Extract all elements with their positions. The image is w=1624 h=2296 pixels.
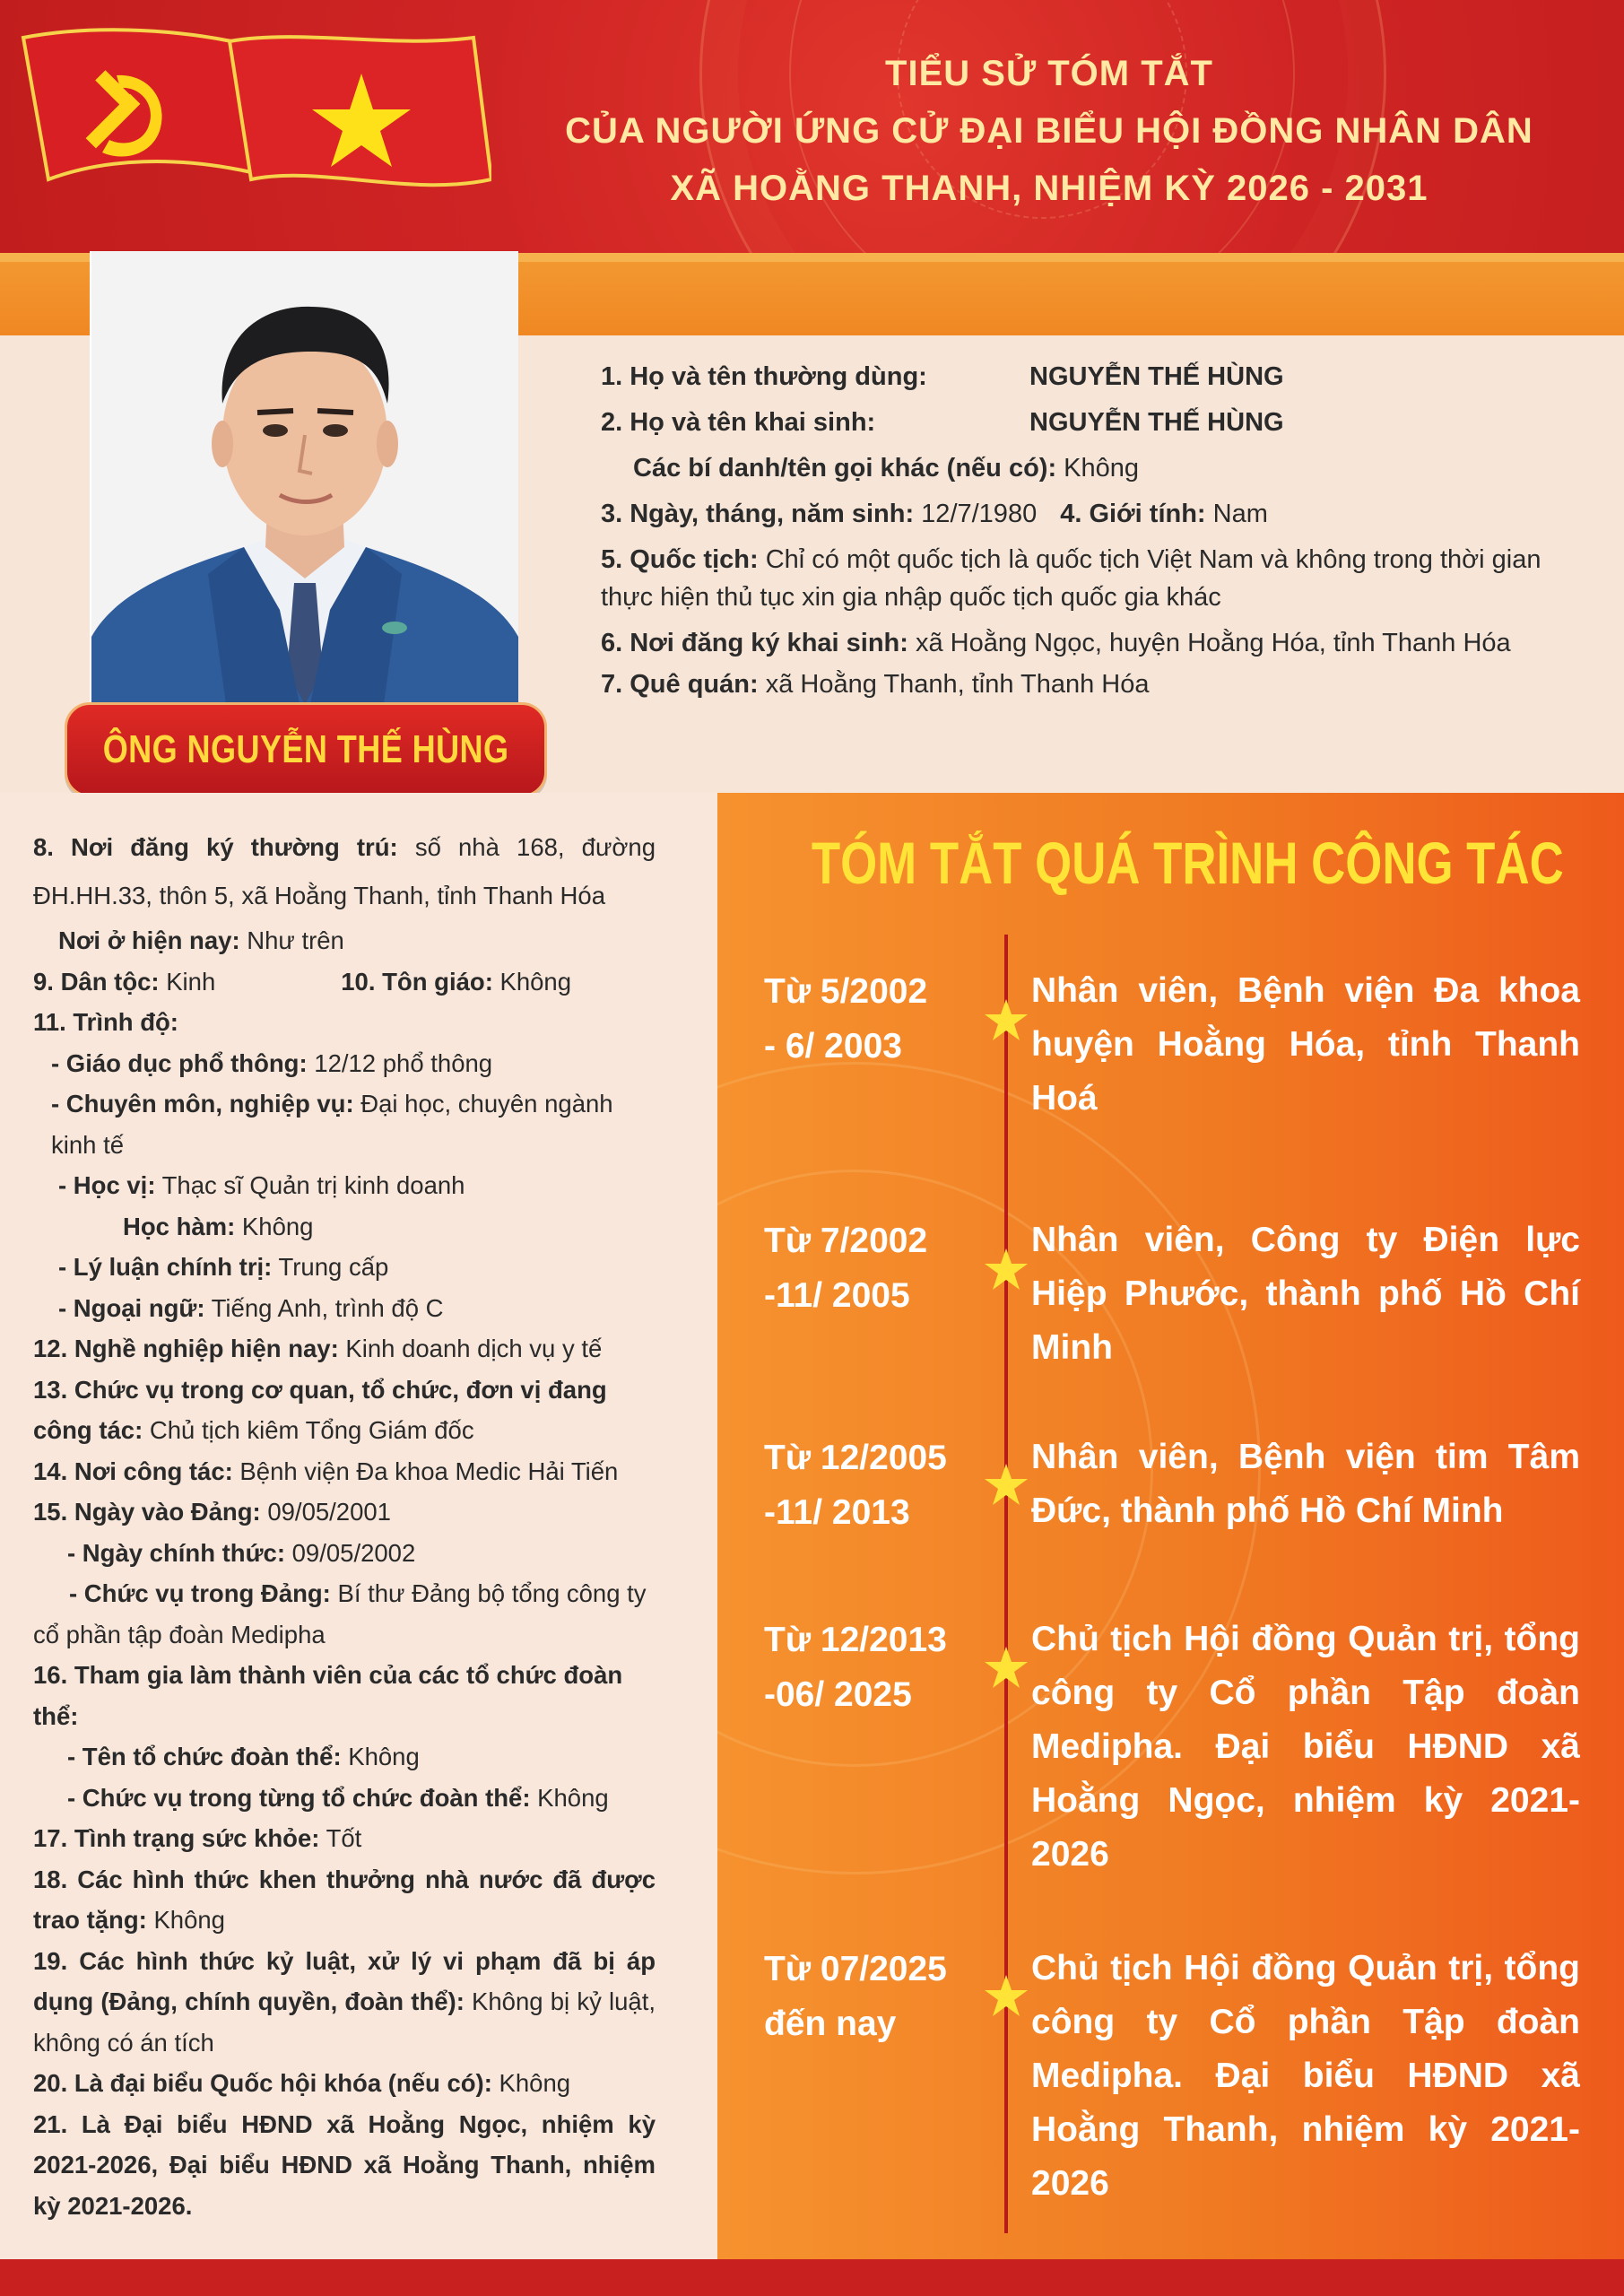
timeline-description: Nhân viên, Bệnh viện Đa khoa huyện Hoằng Hóa, tỉnh Thanh Hoá bbox=[1031, 971, 1580, 1118]
title-line-2: CỦA NGƯỜI ỨNG CỬ ĐẠI BIỂU HỘI ĐỒNG NHÂN DÂN bbox=[565, 111, 1533, 151]
label-organization-position: - Chức vụ trong từng tổ chức đoàn thể: bbox=[67, 1783, 531, 1812]
value-religion: Không bbox=[492, 967, 572, 996]
council-delegate-row bbox=[33, 2104, 656, 2227]
value-birth-registration: xã Hoằng Ngọc, huyện Hoằng Hóa, tỉnh Thanh Hóa bbox=[908, 629, 1511, 657]
timeline-date-end: -06/ 2025 bbox=[764, 1675, 912, 1714]
timeline-description: Chủ tịch Hội đồng Quản trị, tổng công ty Cổ phần Tập đoàn Medipha. Đại biểu HĐND xã Hoằng Ngọc, nhiệm kỳ 2021-2026 bbox=[1031, 1620, 1580, 1874]
organization-position-row bbox=[33, 1778, 656, 1819]
value-current-address: Như trên bbox=[239, 926, 344, 954]
info-row-hometown bbox=[601, 666, 1587, 702]
label-ethnicity: 9. Dân tộc: bbox=[33, 967, 160, 996]
label-occupation: 12. Nghề nghiệp hiện nay: bbox=[33, 1335, 339, 1362]
header bbox=[0, 0, 1624, 253]
info-row-nationality bbox=[601, 541, 1587, 616]
label-council-delegate: 21. Là Đại biểu HĐND xã Hoằng Ngọc, nhiệm kỳ 2021-2026, Đại biểu HĐND xã Hoằng Thanh, nhiệm kỳ 2021-2026. bbox=[33, 2109, 656, 2220]
timeline-line bbox=[1004, 935, 1008, 2233]
flags-icon bbox=[16, 22, 491, 210]
timeline-date-start: Từ 5/2002 bbox=[764, 972, 928, 1011]
timeline-date bbox=[764, 964, 988, 1074]
star-icon bbox=[983, 1462, 1029, 1509]
timeline-date bbox=[764, 1431, 988, 1540]
party-official-row bbox=[33, 1533, 656, 1574]
career-title bbox=[717, 827, 1624, 899]
label-degree: - Học vị: bbox=[58, 1171, 156, 1199]
timeline-description: Nhân viên, Bệnh viện tim Tâm Đức, thành phố Hồ Chí Minh bbox=[1031, 1438, 1580, 1530]
organizations-heading bbox=[33, 1655, 656, 1736]
timeline-description: Chủ tịch Hội đồng Quản trị, tổng công ty Cổ phần Tập đoàn Medipha. Đại biểu HĐND xã Hoằng Thanh, nhiệm kỳ 2021-2026 bbox=[1031, 1949, 1580, 2203]
label-religion: 10. Tôn giáo: bbox=[341, 967, 493, 996]
info-row-birth-registration bbox=[601, 621, 1587, 666]
label-professional: - Chuyên môn, nghiệp vụ: bbox=[51, 1090, 354, 1118]
value-party-join: 09/05/2001 bbox=[260, 1498, 391, 1526]
value-awards: Không bbox=[146, 1906, 225, 1934]
party-position-row bbox=[33, 1573, 656, 1655]
candidate-name: ÔNG NGUYỄN THẾ HÙNG bbox=[102, 727, 509, 771]
value-dob: 12/7/1980 bbox=[914, 500, 1038, 528]
timeline-date bbox=[764, 1942, 988, 2051]
value-party-position: Bí thư Đảng bộ tổng công ty cổ phần tập đoàn Medipha bbox=[33, 1579, 647, 1648]
bottom-strip bbox=[0, 2259, 1624, 2296]
value-alias: Không bbox=[1056, 454, 1140, 483]
title-line-1: TIỂU SỬ TÓM TẮT bbox=[885, 54, 1213, 93]
value-general-education: 12/12 phổ thông bbox=[307, 1048, 493, 1077]
current-address-row bbox=[33, 920, 656, 961]
label-common-name: 1. Họ và tên thường dùng: bbox=[601, 362, 927, 391]
awards-row bbox=[33, 1859, 656, 1941]
star-icon bbox=[983, 997, 1029, 1044]
candidate-photo bbox=[90, 251, 518, 704]
political-theory-row bbox=[33, 1247, 656, 1288]
value-residence: số nhà 168, đường ĐH.HH.33, thôn 5, xã Hoằng Thanh, tỉnh Thanh Hóa bbox=[33, 833, 656, 909]
poster-title bbox=[502, 45, 1596, 217]
timeline-date-end: -11/ 2005 bbox=[764, 1276, 910, 1315]
value-party-official: 09/05/2002 bbox=[284, 1538, 416, 1567]
professional-row bbox=[33, 1083, 656, 1165]
label-birth-registration: 6. Nơi đăng ký khai sinh: bbox=[601, 629, 908, 657]
label-birth-name: 2. Họ và tên khai sinh: bbox=[601, 408, 876, 437]
value-professional: Đại học, chuyên ngành kinh tế bbox=[51, 1090, 613, 1159]
label-residence: 8. Nơi đăng ký thường trú: bbox=[33, 833, 398, 861]
academic-title-row bbox=[33, 1206, 656, 1248]
national-assembly-row bbox=[33, 2063, 656, 2104]
label-general-education: - Giáo dục phổ thông: bbox=[51, 1048, 308, 1077]
info-row-dob-gender bbox=[601, 491, 1587, 537]
label-education: 11. Trình độ: bbox=[33, 1008, 178, 1036]
value-academic-title: Không bbox=[235, 1212, 314, 1240]
discipline-row bbox=[33, 1941, 656, 2064]
health-row bbox=[33, 1818, 656, 1859]
label-awards: 18. Các hình thức khen thưởng nhà nước đã được trao tặng: bbox=[33, 1865, 656, 1934]
personal-info bbox=[601, 354, 1587, 702]
value-ethnicity: Kinh bbox=[159, 967, 216, 996]
value-common-name: NGUYỄN THẾ HÙNG bbox=[1029, 362, 1284, 391]
label-health: 17. Tình trạng sức khỏe: bbox=[33, 1824, 320, 1852]
value-foreign-language: Tiếng Anh, trình độ C bbox=[204, 1293, 444, 1322]
value-organization-name: Không bbox=[341, 1743, 420, 1770]
timeline-date-end: - 6/ 2003 bbox=[764, 1027, 902, 1065]
degree-row bbox=[33, 1165, 656, 1206]
timeline-description: Nhân viên, Công ty Điện lực Hiệp Phước, thành phố Hồ Chí Minh bbox=[1031, 1221, 1580, 1367]
residence-row bbox=[33, 823, 656, 920]
detail-info bbox=[33, 823, 656, 2226]
education-heading bbox=[33, 1002, 656, 1043]
label-hometown: 7. Quê quán: bbox=[601, 670, 759, 699]
timeline-date-start: Từ 12/2005 bbox=[764, 1439, 947, 1477]
value-organization-position: Không bbox=[530, 1783, 609, 1812]
value-hometown: xã Hoằng Thanh, tỉnh Thanh Hóa bbox=[758, 670, 1150, 699]
label-workplace: 14. Nơi công tác: bbox=[33, 1457, 233, 1485]
label-dob: 3. Ngày, tháng, năm sinh: bbox=[601, 500, 915, 528]
timeline-date-start: Từ 7/2002 bbox=[764, 1222, 928, 1260]
candidate-name-badge bbox=[65, 702, 547, 797]
value-health: Tốt bbox=[319, 1824, 362, 1852]
label-academic-title: Học hàm: bbox=[123, 1212, 236, 1240]
value-birth-name: NGUYỄN THẾ HÙNG bbox=[1029, 408, 1284, 437]
label-party-position: - Chức vụ trong Đảng: bbox=[69, 1579, 331, 1607]
info-row-common-name bbox=[601, 354, 1587, 400]
timeline-date-start: Từ 12/2013 bbox=[764, 1621, 947, 1659]
info-row-alias bbox=[601, 446, 1587, 491]
timeline-date-end: đến nay bbox=[764, 2005, 897, 2043]
label-party-official: - Ngày chính thức: bbox=[67, 1538, 285, 1567]
star-icon bbox=[983, 1645, 1029, 1692]
value-occupation: Kinh doanh dịch vụ y tế bbox=[338, 1335, 603, 1362]
ethnicity-religion-row bbox=[33, 961, 656, 1003]
label-foreign-language: - Ngoại ngữ: bbox=[58, 1293, 205, 1322]
timeline-date-start: Từ 07/2025 bbox=[764, 1950, 947, 1988]
position-row bbox=[33, 1370, 656, 1451]
label-party-join: 15. Ngày vào Đảng: bbox=[33, 1498, 261, 1526]
general-education-row bbox=[33, 1043, 656, 1084]
label-political-theory: - Lý luận chính trị: bbox=[58, 1253, 273, 1281]
label-position: 13. Chức vụ trong cơ quan, tổ chức, đơn vị đang công tác: bbox=[33, 1375, 607, 1444]
timeline-date bbox=[764, 1613, 988, 1722]
star-icon bbox=[983, 1247, 1029, 1293]
label-organization-name: - Tên tổ chức đoàn thể: bbox=[67, 1743, 342, 1770]
value-degree: Thạc sĩ Quản trị kinh doanh bbox=[155, 1171, 465, 1199]
workplace-row bbox=[33, 1451, 656, 1492]
foreign-language-row bbox=[33, 1288, 656, 1329]
timeline-date bbox=[764, 1213, 988, 1323]
value-position: Chủ tịch kiêm Tổng Giám đốc bbox=[143, 1416, 474, 1444]
value-nationality: Chỉ có một quốc tịch là quốc tịch Việt Nam và không trong thời gian thực hiện thủ tục xin gia nhập quốc tịch quốc gia khác bbox=[601, 545, 1541, 612]
label-organizations: 16. Tham gia làm thành viên của các tổ chức đoàn thể: bbox=[33, 1661, 623, 1730]
value-gender: Nam bbox=[1205, 500, 1268, 528]
label-alias: Các bí danh/tên gọi khác (nếu có): bbox=[633, 454, 1057, 483]
title-line-3: XÃ HOẰNG THANH, NHIỆM KỲ 2026 - 2031 bbox=[670, 169, 1429, 208]
label-discipline: 19. Các hình thức kỷ luật, xử lý vi phạm đã bị áp dụng (Đảng, chính quyền, đoàn thể): bbox=[33, 1946, 656, 2015]
value-national-assembly: Không bbox=[491, 2069, 571, 2097]
occupation-row bbox=[33, 1328, 656, 1370]
label-national-assembly: 20. Là đại biểu Quốc hội khóa (nếu có): bbox=[33, 2069, 492, 2097]
label-gender: 4. Giới tính: bbox=[1060, 500, 1206, 528]
value-discipline: Không bị kỷ luật, không có án tích bbox=[33, 1987, 656, 2057]
organization-name-row bbox=[33, 1736, 656, 1778]
star-icon bbox=[983, 1973, 1029, 2020]
party-join-row bbox=[33, 1492, 656, 1533]
label-current-address: Nơi ở hiện nay: bbox=[58, 926, 240, 954]
info-row-birth-name bbox=[601, 400, 1587, 446]
value-workplace: Bệnh viện Đa khoa Medic Hải Tiến bbox=[232, 1457, 619, 1485]
timeline-date-end: -11/ 2013 bbox=[764, 1493, 910, 1532]
label-nationality: 5. Quốc tịch: bbox=[601, 545, 759, 574]
value-political-theory: Trung cấp bbox=[272, 1253, 389, 1281]
career-title-text: TÓM TẮT QUÁ TRÌNH CÔNG TÁC bbox=[811, 830, 1564, 896]
